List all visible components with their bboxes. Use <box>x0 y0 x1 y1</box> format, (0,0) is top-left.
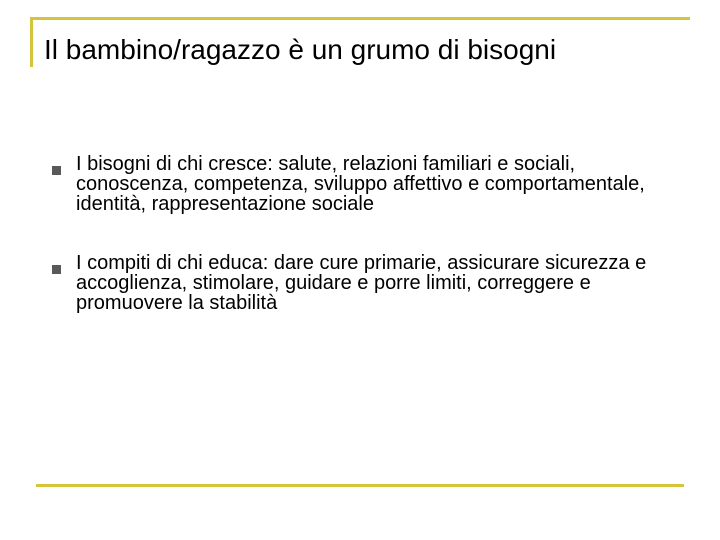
footer-rule <box>36 484 684 487</box>
bullet-item-educator-tasks <box>52 254 652 313</box>
slide-title: Il bambino/ragazzo è un grumo di bisogni <box>44 34 557 65</box>
square-bullet-icon <box>52 166 61 175</box>
bullet-text-needs: I bisogni di chi cresce: salute, relazioni familiari e sociali, conoscenza, competenza, sviluppo affettivo e comportamentale, identità, rappresentazione sociale <box>76 153 645 215</box>
bullet-item-needs <box>52 155 652 214</box>
bullet-text-educator-tasks: I compiti di chi educa: dare cure primarie, assicurare sicurezza e accoglienza, stimolare, guidare e porre limiti, correggere e promuovere la stabilità <box>76 252 647 314</box>
square-bullet-icon <box>52 265 61 274</box>
title-left-rule <box>30 17 33 67</box>
title-top-rule <box>30 17 690 20</box>
bullet-list <box>52 155 652 354</box>
